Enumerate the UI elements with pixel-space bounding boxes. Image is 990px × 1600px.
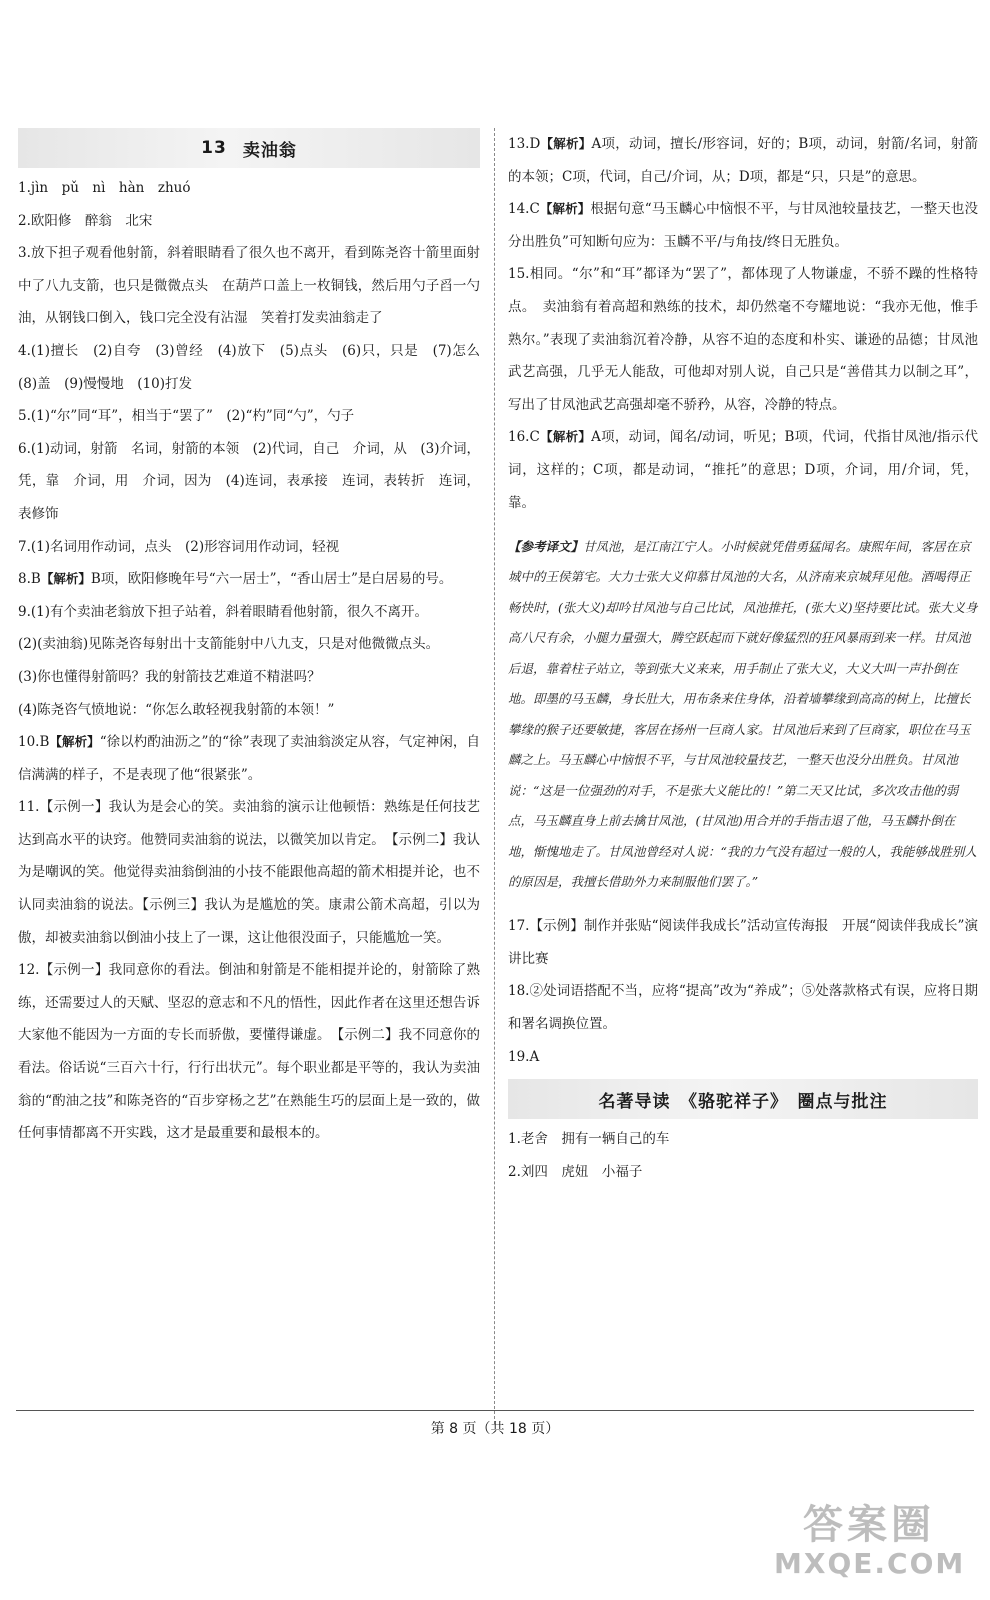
answer-item	[508, 128, 978, 193]
watermark-sub: MXQE.COM	[774, 1547, 966, 1580]
answer-number: 10.B	[18, 734, 50, 751]
answer-item	[18, 531, 480, 564]
answer-item	[18, 791, 480, 954]
answer-number: 12.	[18, 962, 40, 979]
answer-text: 5.(1)“尔”同“耳”，相当于“罢了” (2)“杓”同“勺”，勺子	[18, 408, 355, 425]
answer-text: (2)(卖油翁)见陈尧咨每射出十支箭能射中八九支，只是对他微微点头。	[18, 636, 440, 653]
footer-rule	[16, 1410, 974, 1411]
answer-number: 14.C	[508, 201, 540, 218]
analysis-tag: 【解析】	[49, 734, 100, 750]
answer-item	[18, 954, 480, 1150]
right-answer-list-a	[508, 128, 978, 519]
answer-item	[18, 205, 480, 238]
analysis-tag: 【解析】	[540, 136, 592, 151]
answer-text: 【示例一】我同意你的看法。倒油和射箭是不能相提并论的，射箭除了熟练，还需要过人的天赋、坚忍的意志和不凡的悟性，因此作者在这里还想告诉大家他不能因为一方面的专长而骄傲，要懂得谦虚。 【示例二】我不同意你的看法。俗话说“三百六十行，行行出状元”。每个职业都是平等的，我认为卖油翁的“酌油之技”和陈尧咨的“百步穿杨之艺”在熟能生巧的层面上是一致的，做任何事情都离不开实践，这才是最重要和最根本的。	[18, 962, 480, 1142]
answer-item	[18, 694, 480, 727]
answer-text: 2.欧阳修 醉翁 北宋	[18, 212, 153, 229]
section-heading	[18, 128, 480, 168]
answer-item	[18, 400, 480, 433]
analysis-tag: 【解析】	[539, 201, 591, 217]
section-number: 13	[201, 138, 227, 158]
answer-item	[18, 628, 480, 661]
translation-tag: 【参考译文】	[508, 538, 584, 554]
answer-text: (3)你也懂得射箭吗？我的射箭技艺难道不精湛吗？	[18, 668, 321, 685]
answer-number: 15.	[508, 266, 530, 283]
answer-item	[508, 421, 978, 519]
answer-number: 18.	[508, 983, 530, 1000]
answer-text: 7.(1)名词用作动词，点头 (2)形容词用作动词，轻视	[18, 538, 340, 555]
answer-item	[18, 596, 480, 629]
answer-item	[18, 335, 494, 400]
answer-text: 【示例一】我认为是会心的笑。卖油翁的演示让他顿悟：熟练是任何技艺达到高水平的诀窍。他赞同卖油翁的说法，以微笑加以肯定。 【示例二】我认为是嘲讽的笑。他觉得卖油翁倒油的小技不能跟他高超的箭术相提并论，也不认同卖油翁的说法。【示例三】我认为是尴尬的笑。康肃公箭术高超，引以为傲，却被卖油翁以倒油小技上了一课，这让他很没面子，只能尴尬一笑。	[18, 799, 480, 946]
answer-text: 根据句意“马玉麟心中恼恨不平，与甘凤池较量技艺，一整天也没分出胜负”可知断句应为：玉麟不平/与角技/终日无胜负。	[508, 201, 978, 250]
analysis-tag: 【解析】	[539, 429, 592, 445]
answer-text: 3.放下担子观看他射箭，斜着眼睛看了很久也不离开，看到陈尧咨十箭里面射中了八九支箭，也只是微微点头 在葫芦口盖上一枚铜钱，然后用勺子舀一勺油，从钢钱口倒入，钱口完全没有沾湿 笑着打发卖油翁走了	[18, 245, 480, 327]
answer-text: 1.jìn pǔ nì hàn zhuó	[18, 180, 191, 196]
answer-item	[18, 433, 480, 531]
answer-text: A项，动词，擅长/形容词，好的；B项，动词，射箭/名词，射箭的本领；C项，代词，自己/介词，从；D项，都是“只，只是”的意思。	[508, 136, 978, 185]
answer-item	[18, 563, 480, 596]
answer-number: 17.	[508, 918, 530, 935]
answer-item	[18, 237, 480, 335]
analysis-tag: 【解析】	[40, 571, 91, 587]
answer-item	[508, 258, 978, 421]
reference-translation	[508, 532, 978, 898]
answer-text: ②处词语搭配不当，应将“提高”改为“养成”；⑤处落款格式有误，应将日期和署名调换位置。	[508, 983, 978, 1032]
answer-text: 2.刘四 虎妞 小福子	[508, 1163, 643, 1180]
answer-item	[508, 1041, 978, 1074]
answer-item	[508, 1156, 978, 1189]
answer-item	[18, 661, 480, 694]
answer-text: 4.(1)擅长 (2)自夸 (3)曾经 (4)放下 (5)点头 (6)只，只是 (7)怎么 (8)盖 (9)慢慢地 (10)打发	[18, 342, 494, 392]
watermark-logo	[774, 1500, 964, 1580]
left-answer-list	[18, 172, 494, 1150]
right-column	[508, 128, 978, 1188]
answer-item	[508, 910, 978, 975]
answer-number: 8.B	[18, 571, 41, 588]
answer-text: B项，欧阳修晚年号“六一居士”，“香山居士”是白居易的号。	[90, 571, 453, 588]
page-number: 第 8 页（共 18 页）	[430, 1421, 560, 1437]
section-title: 卖油翁	[242, 140, 297, 161]
answer-text: 9.(1)有个卖油老翁放下担子站着，斜着眼睛看他射箭，很久不离开。	[18, 603, 429, 620]
answer-number: 16.C	[508, 429, 540, 446]
answer-item	[18, 726, 480, 791]
section-heading-2	[508, 1079, 978, 1119]
left-column	[18, 128, 494, 1150]
answer-item	[18, 172, 480, 205]
answer-number: 11.	[18, 799, 40, 816]
answer-number: 13.D	[508, 136, 541, 152]
answer-text: (4)陈尧咨气愤地说：“你怎么敢轻视我射箭的本领！”	[18, 701, 335, 718]
translation-text: 甘凤池，是江南江宁人。小时候就凭借勇猛闻名。康熙年间，客居在京城中的王侯第宅。大力士张大义仰慕甘凤池的大名，从济南来京城拜见他。酒喝得正畅快时，(张大义)却吟甘凤池与自己比试，凤池推托，(张大义)坚持要比试。张大义身高八尺有余，小腿力量强大，腾空跃起而下就好像猛烈的狂风暴雨到来一样。甘凤池后退，靠着柱子站立，等到张大义来来，用手制止了张大义，大义大叫一声扑倒在地。即墨的马玉麟，身长肚大，用布条来住身体，沿着墙攀缘到高高的树上，比擅长攀缘的猴子还要敏捷，客居在扬州一巨商人家。甘凤池后来到了巨商家，职位在马玉麟之上。马玉麟心中恼恨不平，与甘凤池较量技艺，一整天也没分出胜负。甘凤池说：“这是一位强劲的对手，不是张大义能比的！”第二天又比试，多次攻击他的弱点，马玉麟直身上前去擒甘凤池，(甘凤池)用合并的手指击退了他，马玉麟扑倒在地，惭愧地走了。甘凤池曾经对人说：“我的力气没有超过一般的人，我能够战胜别人的原因是，我擅长借助外力来制服他们罢了。”	[508, 538, 978, 890]
answer-item	[508, 975, 978, 1040]
answer-text: 6.(1)动词，射箭 名词，射箭的本领 (2)代词，自己 介词，从 (3)介词，凭，靠 介词，用 介词，因为 (4)连词，表承接 连词，表转折 连词，表修饰	[18, 440, 480, 522]
right-answer-list-c	[508, 1123, 978, 1188]
answer-item	[508, 1123, 978, 1156]
answer-text: 【示例】制作并张贴“阅读伴我成长”活动宣传海报 开展“阅读伴我成长”演讲比赛	[508, 918, 978, 967]
watermark-main: 答案圈	[803, 1502, 935, 1548]
section-title-2: 名著导读 《骆驼祥子》 圈点与批注	[598, 1091, 888, 1112]
right-answer-list-b	[508, 910, 978, 1073]
answer-item	[508, 193, 978, 258]
answer-text: 相同。“尔”和“耳”都译为“罢了”，都体现了人物谦虚，不骄不躁的性格特点。 卖油翁有着高超和熟练的技术，却仍然毫不夸耀地说：“我亦无他，惟手熟尔。”表现了卖油翁沉着冷静，从容不迫的态度和朴实、谦逊的品德；甘凤池武艺高强，几乎无人能敌，可他却对别人说，自己只是“善借其力以制之耳”，写出了甘凤池武艺高强却毫不骄矜，从容，冷静的特点。	[508, 266, 978, 413]
answer-text: “徐以杓酌油沥之”的“徐”表现了卖油翁淡定从容，气定神闲，自信满满的样子，不是表现了他“很紧张”。	[18, 734, 480, 783]
answer-text: A项，动词，闻名/动词，听见；B项，代词，代指甘凤池/指示代词，这样的；C项，都是动词，“推托”的意思；D项，介词，用/介词，凭，靠。	[508, 429, 978, 511]
column-divider	[494, 128, 495, 1424]
answer-number: 19.A	[508, 1048, 540, 1065]
answer-text: 1.老舍 拥有一辆自己的车	[508, 1131, 670, 1148]
